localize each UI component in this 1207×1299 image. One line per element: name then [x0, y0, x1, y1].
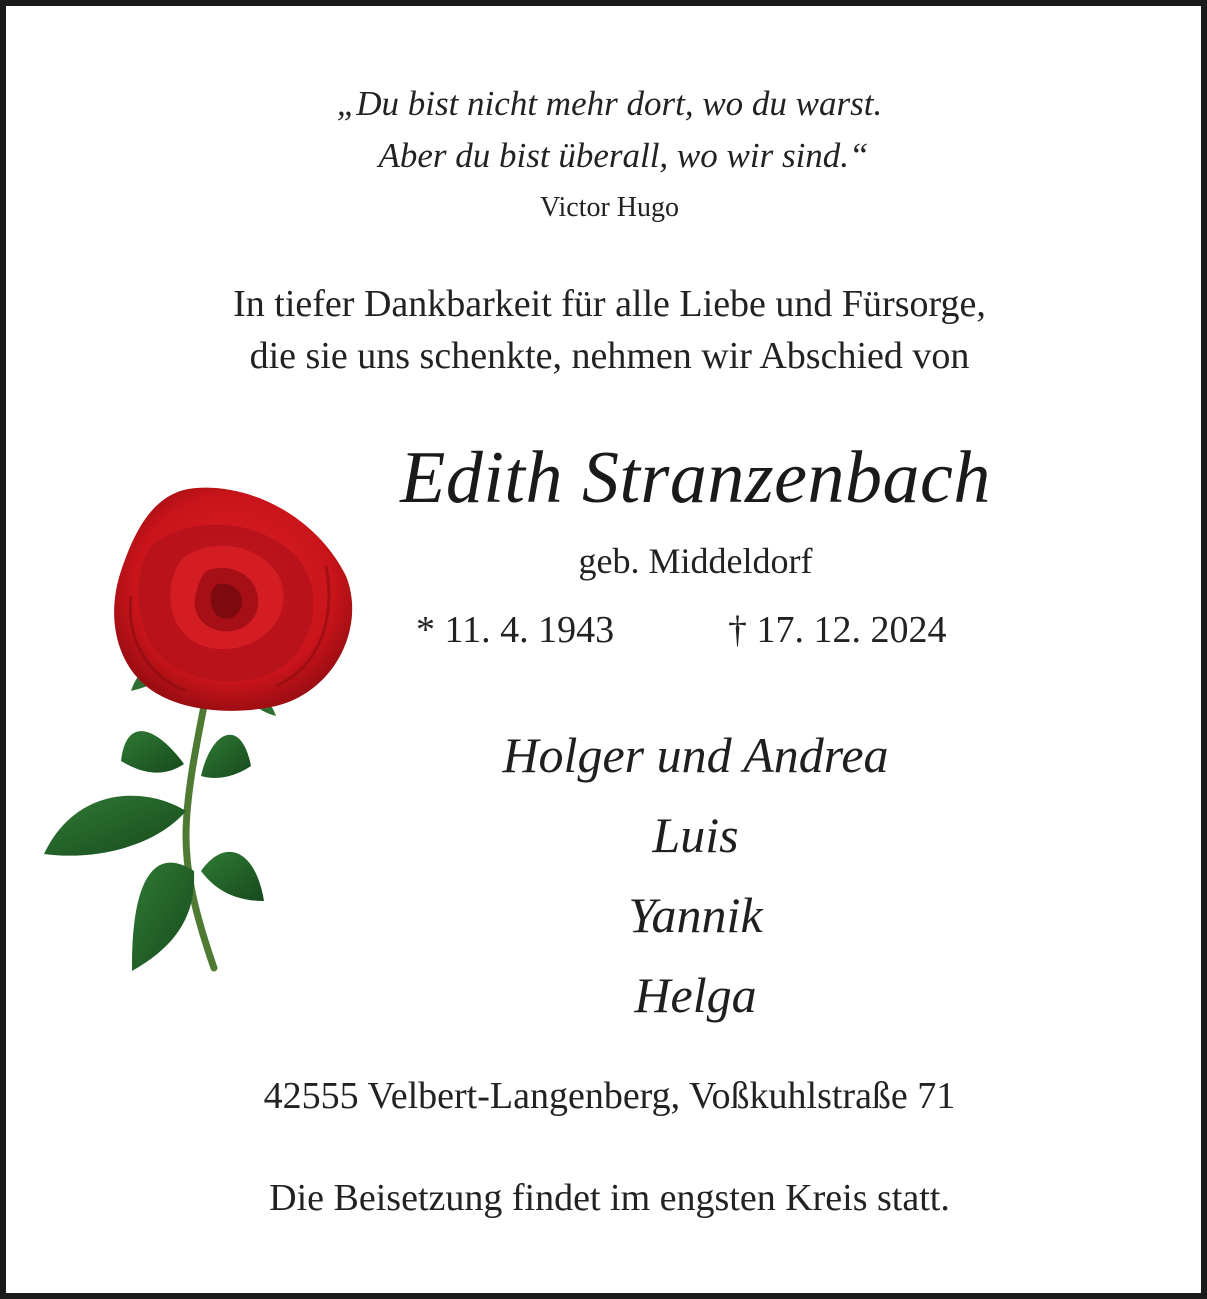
address: 42555 Velbert-Langenberg, Voßkuhlstraße 71	[263, 1075, 956, 1117]
deceased-name: Edith Stranzenbach	[400, 437, 991, 519]
family-member: Helga	[634, 967, 757, 1023]
funeral-note: Die Beisetzung findet im engsten Kreis statt.	[269, 1177, 950, 1219]
intro-line-1: In tiefer Dankbarkeit für alle Liebe und Fürsorge,	[233, 283, 986, 325]
quote-line-2: Aber du bist überall, wo wir sind.“	[378, 136, 869, 175]
quote-line-1: „Du bist nicht mehr dort, wo du warst.	[336, 84, 883, 123]
maiden-name: geb. Middeldorf	[578, 541, 813, 581]
family-member: Yannik	[628, 887, 763, 943]
quote-author: Victor Hugo	[539, 192, 680, 223]
intro-line-2: die sie uns schenkte, nehmen wir Abschied von	[249, 335, 970, 377]
family-member: Holger und Andrea	[502, 727, 889, 783]
family-member: Luis	[652, 807, 739, 863]
red-rose-icon	[36, 476, 366, 986]
death-date: † 17. 12. 2024	[728, 609, 947, 651]
birth-date: * 11. 4. 1943	[416, 609, 615, 651]
